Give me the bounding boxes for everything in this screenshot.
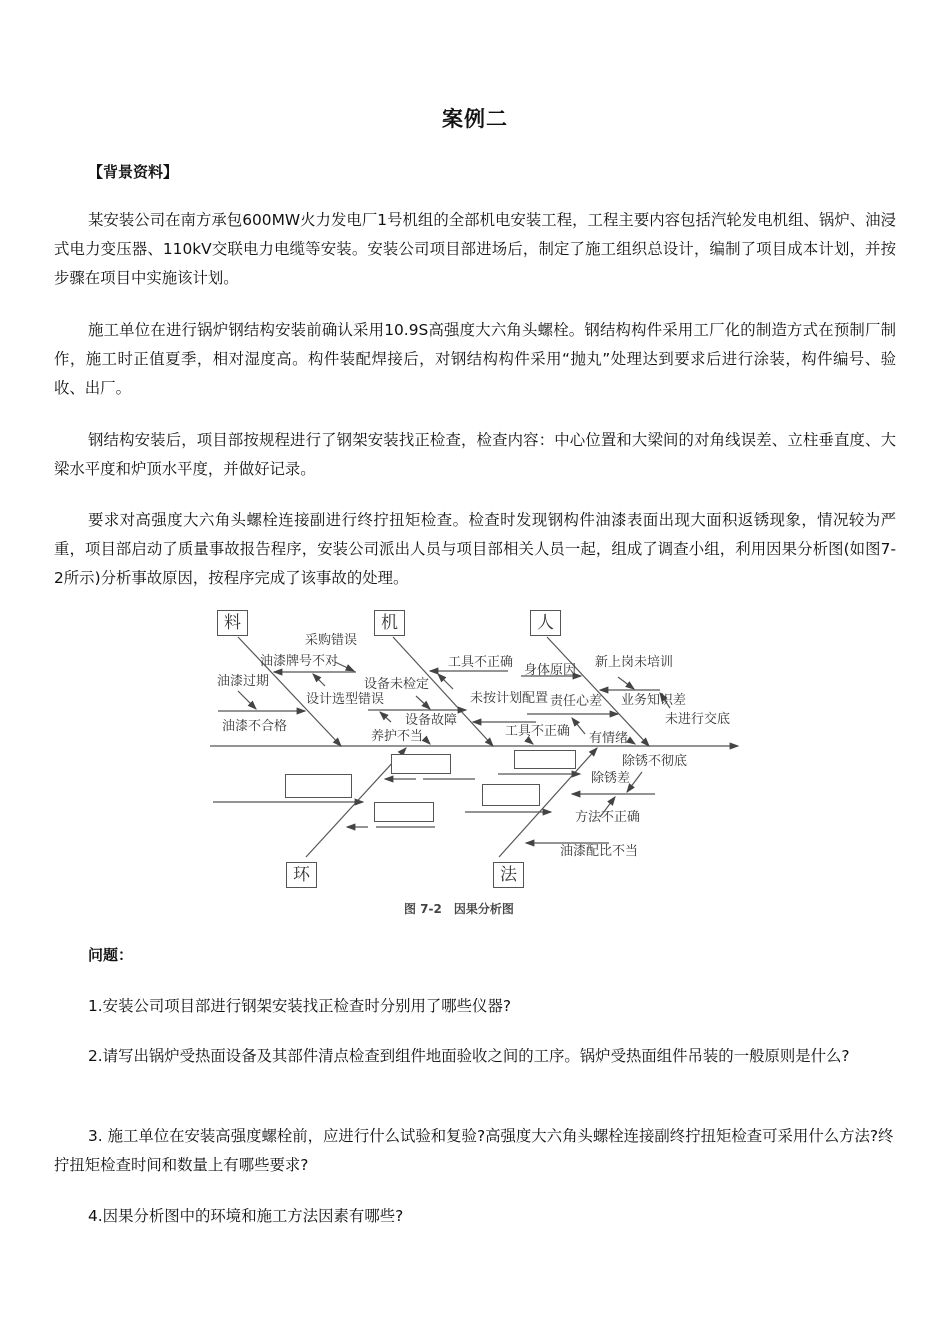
cause-label: 除锈不彻底	[622, 754, 688, 769]
fishbone-diagram	[208, 604, 744, 916]
question-3: 3. 施工单位在安装高强度螺栓前，应进行什么试验和复验?高强度大六角头螺栓连接副终拧扭矩检查可采用什么方法?终拧扭矩检查时间和数量上有哪些要求?	[54, 1127, 894, 1174]
category-material-box: 料	[217, 610, 248, 636]
blank-answer-box	[482, 784, 540, 806]
cause-label: 设备未检定	[364, 677, 430, 692]
question-2: 2.请写出锅炉受热面设备及其部件清点检查到组件地面验收之间的工序。锅炉受热面组件吊装的一般原则是什么?	[88, 1047, 850, 1065]
cause-label: 责任心差	[550, 694, 603, 709]
blank-answer-box	[374, 802, 434, 822]
category-man-box: 人	[530, 610, 561, 636]
cause-label: 油漆配比不当	[560, 844, 639, 859]
cause-label: 工具不正确	[505, 724, 571, 739]
blank-answer-box	[514, 750, 576, 769]
background-paragraph-4: 要求对高强度大六角头螺栓连接副进行终拧扭矩检查。检查时发现钢构件油漆表面出现大面积返锈现象，情况较为严重，项目部启动了质量事故报告程序，安装公司派出人员与项目部相关人员一起，组成了调查小组，利用因果分析图(如图7-2所示)分析事故原因，按程序完成了该事故的处理。	[54, 511, 896, 587]
cause-label: 养护不当	[371, 729, 424, 744]
cause-label: 身体原因	[524, 663, 577, 678]
cause-label: 除锈差	[591, 771, 631, 786]
cause-label: 未进行交底	[665, 712, 731, 727]
blank-answer-box	[285, 774, 352, 798]
category-method-box: 法	[493, 862, 524, 888]
questions-heading: 问题：	[88, 946, 134, 964]
cause-label: 采购错误	[305, 633, 358, 648]
category-machine-box: 机	[374, 610, 405, 636]
cause-label: 工具不正确	[448, 655, 514, 670]
cause-label: 未按计划配置	[470, 691, 549, 706]
question-4: 4.因果分析图中的环境和施工方法因素有哪些?	[88, 1207, 404, 1225]
cause-label: 新上岗未培训	[595, 655, 674, 670]
question-1: 1.安装公司项目部进行钢架安装找正检查时分别用了哪些仪器?	[88, 997, 512, 1015]
background-paragraph-1: 某安装公司在南方承包600MW火力发电厂1号机组的全部机电安装工程，工程主要内容包括汽轮发电机组、锅炉、油浸式电力变压器、110kV交联电力电缆等安装。安装公司项目部进场后，制定了施工组织总设计，编制了项目成本计划，并按步骤在项目中实施该计划。	[54, 211, 896, 287]
cause-label: 油漆不合格	[222, 719, 288, 734]
cause-label: 油漆过期	[217, 674, 270, 689]
cause-label: 油漆牌号不对	[260, 654, 339, 669]
background-paragraph-2: 施工单位在进行锅炉钢结构安装前确认采用10.9S高强度大六角头螺栓。钢结构构件采用工厂化的制造方式在预制厂制作，施工时正值夏季，相对湿度高。构件装配焊接后，对钢结构构件采用“抛丸”处理达到要求后进行涂装，构件编号、验收、出厂。	[54, 321, 896, 397]
blank-answer-box	[391, 754, 451, 774]
cause-label: 设计选型错误	[306, 692, 385, 707]
page-title: 案例二	[442, 107, 508, 131]
cause-label: 业务知识差	[621, 693, 687, 708]
category-environment-box: 环	[286, 862, 317, 888]
cause-label: 设备故障	[405, 713, 458, 728]
background-paragraph-3: 钢结构安装后，项目部按规程进行了钢架安装找正检查，检查内容：中心位置和大梁间的对角线误差、立柱垂直度、大梁水平度和炉顶水平度，并做好记录。	[54, 431, 896, 478]
background-heading: 【背景资料】	[88, 163, 179, 181]
cause-label: 有情绪	[589, 731, 629, 746]
cause-label: 方法不正确	[575, 810, 641, 825]
figure-caption: 图 7-2 因果分析图	[404, 902, 514, 916]
